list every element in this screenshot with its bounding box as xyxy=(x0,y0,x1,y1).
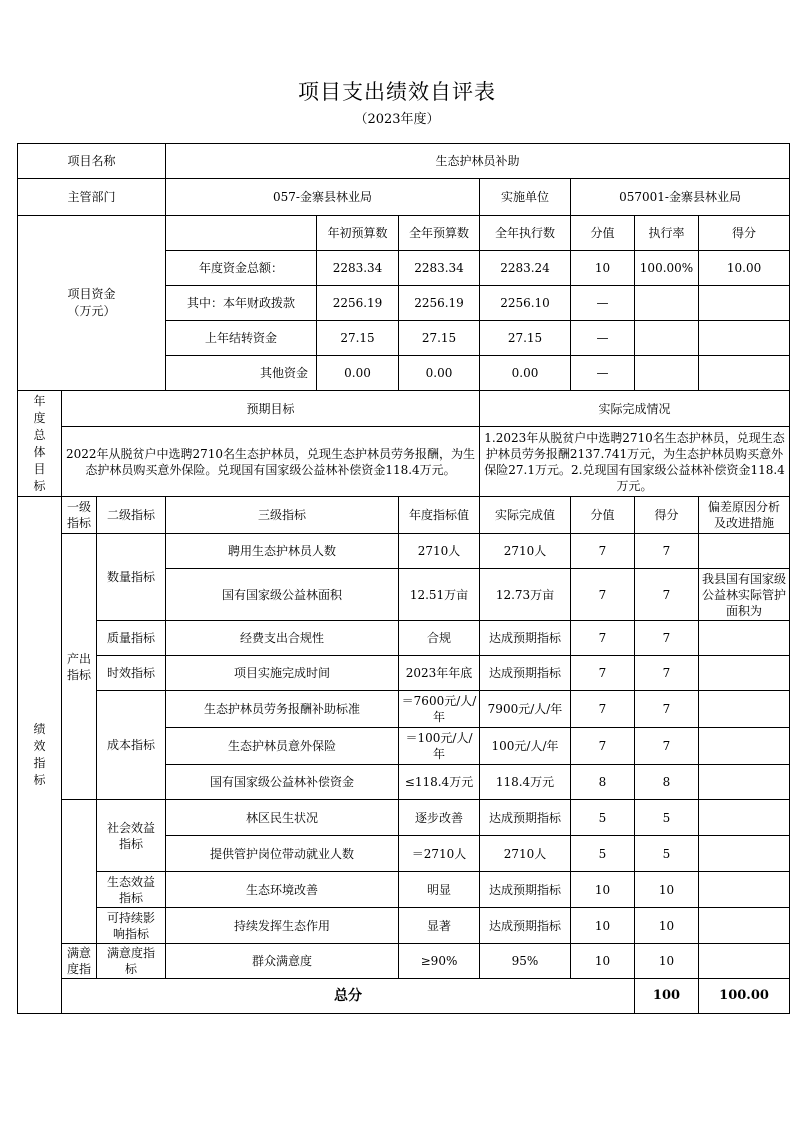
indicator-got: 7 xyxy=(635,691,699,728)
indicator-name: 提供管护岗位带动就业人数 xyxy=(166,836,399,872)
level2-sustainable xyxy=(97,908,166,944)
indicator-target: ≥90% xyxy=(399,944,480,979)
indicator-note xyxy=(699,534,790,569)
funds-row-name: 其他资金 xyxy=(166,356,317,391)
funds-cell: 2283.34 xyxy=(399,251,480,286)
indicator-actual: 达成预期指标 xyxy=(480,872,571,908)
indicator-score: 8 xyxy=(571,765,635,800)
indicator-name: 林区民生状况 xyxy=(166,800,399,836)
indicator-name: 聘用生态护林员人数 xyxy=(166,534,399,569)
indicator-target: ＝2710人 xyxy=(399,836,480,872)
indicator-got: 10 xyxy=(635,944,699,979)
indicator-got: 7 xyxy=(635,656,699,691)
indicator-name: 生态环境改善 xyxy=(166,872,399,908)
indicator-target: 12.51万亩 xyxy=(399,569,480,621)
indicator-got: 10 xyxy=(635,908,699,944)
annual-goals-label xyxy=(18,391,62,497)
funds-cell xyxy=(635,356,699,391)
funds-cell: 2256.19 xyxy=(317,286,399,321)
indicator-score: 10 xyxy=(571,944,635,979)
level2-social xyxy=(97,800,166,872)
level2-cost: 成本指标 xyxy=(97,691,166,800)
level1-satisfaction-text: 满意 度指 xyxy=(66,946,91,976)
funds-cell xyxy=(699,321,790,356)
funds-header-blank xyxy=(166,216,317,251)
funds-header: 全年预算数 xyxy=(399,216,480,251)
actual-completion-header: 实际完成情况 xyxy=(480,391,790,427)
funds-row-name: 其中：本年财政拨款 xyxy=(166,286,317,321)
expected-goal-header: 预期目标 xyxy=(62,391,480,427)
indicator-score: 7 xyxy=(571,728,635,765)
funds-cell: — xyxy=(571,356,635,391)
funds-label xyxy=(18,216,166,391)
funds-cell: — xyxy=(571,321,635,356)
funds-cell: — xyxy=(571,286,635,321)
indicator-actual: 100元/人/年 xyxy=(480,728,571,765)
indicator-target: 2710人 xyxy=(399,534,480,569)
indicator-note xyxy=(699,728,790,765)
indicator-score: 7 xyxy=(571,656,635,691)
indicator-note xyxy=(699,691,790,728)
funds-cell: 2256.19 xyxy=(399,286,480,321)
level2-ecological-text: 生态效益 指标 xyxy=(106,874,155,905)
funds-cell xyxy=(635,286,699,321)
page-subtitle: （2023年度） xyxy=(354,112,440,127)
self-evaluation-table xyxy=(17,143,790,1014)
page-title: 项目支出绩效自评表 xyxy=(298,80,496,104)
indicator-got: 10 xyxy=(635,872,699,908)
indicator-actual: 2710人 xyxy=(480,534,571,569)
indicator-actual: 达成预期指标 xyxy=(480,908,571,944)
perf-header: 分值 xyxy=(571,497,635,534)
level1-satisfaction xyxy=(62,944,97,979)
funds-cell: 2283.34 xyxy=(317,251,399,286)
indicator-target: 明显 xyxy=(399,872,480,908)
indicator-note xyxy=(699,944,790,979)
funds-cell: 27.15 xyxy=(317,321,399,356)
indicator-score: 7 xyxy=(571,691,635,728)
indicator-note xyxy=(699,872,790,908)
indicator-actual: 95% xyxy=(480,944,571,979)
level2-satisfaction xyxy=(97,944,166,979)
indicator-name: 生态护林员劳务报酬补助标准 xyxy=(166,691,399,728)
total-got: 100.00 xyxy=(699,979,790,1014)
dept-label: 主管部门 xyxy=(18,179,166,216)
indicator-actual: 2710人 xyxy=(480,836,571,872)
indicator-target: 逐步改善 xyxy=(399,800,480,836)
indicator-actual: 7900元/人/年 xyxy=(480,691,571,728)
indicator-got: 5 xyxy=(635,800,699,836)
indicator-name: 群众满意度 xyxy=(166,944,399,979)
indicator-score: 5 xyxy=(571,836,635,872)
indicator-note xyxy=(699,836,790,872)
annual-goals-label-text: 年 度 总 体 目 标 xyxy=(33,393,46,493)
indicator-name: 生态护林员意外保险 xyxy=(166,728,399,765)
indicator-got: 7 xyxy=(635,728,699,765)
level1-output xyxy=(62,534,97,800)
funds-row-name: 上年结转资金 xyxy=(166,321,317,356)
indicator-name: 国有国家级公益林面积 xyxy=(166,569,399,621)
perf-header xyxy=(62,497,97,534)
indicator-note xyxy=(699,800,790,836)
indicator-score: 10 xyxy=(571,872,635,908)
funds-header: 得分 xyxy=(699,216,790,251)
indicator-got: 8 xyxy=(635,765,699,800)
funds-header: 全年执行数 xyxy=(480,216,571,251)
indicator-score: 5 xyxy=(571,800,635,836)
level1-benefit xyxy=(62,800,97,944)
funds-row-name: 年度资金总额： xyxy=(166,251,317,286)
indicator-note xyxy=(699,908,790,944)
perf-header-text: 偏差原因分析 及改进措施 xyxy=(708,500,781,530)
project-name-label: 项目名称 xyxy=(18,144,166,179)
indicator-note xyxy=(699,656,790,691)
indicator-got: 7 xyxy=(635,569,699,621)
total-score: 100 xyxy=(635,979,699,1014)
funds-cell: 0.00 xyxy=(399,356,480,391)
indicator-score: 7 xyxy=(571,534,635,569)
level2-quantity: 数量指标 xyxy=(97,534,166,621)
indicator-score: 7 xyxy=(571,621,635,656)
indicator-name: 国有国家级公益林补偿资金 xyxy=(166,765,399,800)
project-name-value: 生态护林员补助 xyxy=(166,144,790,179)
funds-cell xyxy=(699,286,790,321)
indicator-target: ≤118.4万元 xyxy=(399,765,480,800)
indicator-name: 经费支出合规性 xyxy=(166,621,399,656)
level2-social-text: 社会效益 指标 xyxy=(106,820,155,851)
indicator-got: 7 xyxy=(635,621,699,656)
funds-cell: 27.15 xyxy=(399,321,480,356)
total-label: 总分 xyxy=(62,979,635,1014)
perf-header-text: 一级 指标 xyxy=(66,500,91,530)
perf-header: 年度指标值 xyxy=(399,497,480,534)
funds-cell xyxy=(635,321,699,356)
level2-quality: 质量指标 xyxy=(97,621,166,656)
funds-label-text: 项目资金 （万元） xyxy=(67,287,116,318)
funds-header: 分值 xyxy=(571,216,635,251)
funds-cell: 2256.10 xyxy=(480,286,571,321)
indicator-actual: 118.4万元 xyxy=(480,765,571,800)
funds-cell: 2283.24 xyxy=(480,251,571,286)
perf-header: 得分 xyxy=(635,497,699,534)
indicator-target: 2023年年底 xyxy=(399,656,480,691)
perf-header: 三级指标 xyxy=(166,497,399,534)
indicator-actual: 12.73万亩 xyxy=(480,569,571,621)
perf-header: 二级指标 xyxy=(97,497,166,534)
funds-cell: 0.00 xyxy=(480,356,571,391)
actual-completion-text: 1.2023年从脱贫户中选聘2710名生态护林员，兑现生态护林员劳务报酬2137.741万元，为生态护林员购买意外保险27.1万元。2.兑现国有国家级公益林补偿资金118.4万元。 xyxy=(480,427,790,497)
indicator-target: 合规 xyxy=(399,621,480,656)
funds-header: 年初预算数 xyxy=(317,216,399,251)
funds-cell: 10.00 xyxy=(699,251,790,286)
funds-header: 执行率 xyxy=(635,216,699,251)
indicator-note xyxy=(699,765,790,800)
impl-unit-value: 057001-金寨县林业局 xyxy=(571,179,790,216)
level2-ecological xyxy=(97,872,166,908)
level2-timeliness: 时效指标 xyxy=(97,656,166,691)
perf-header: 实际完成值 xyxy=(480,497,571,534)
level2-satisfaction-text: 满意度指 标 xyxy=(106,946,155,976)
expected-goal-text: 2022年从脱贫户中选聘2710名生态护林员，兑现生态护林员劳务报酬，为生态护林员购买意外保险。兑现国有国家级公益林补偿资金118.4万元。 xyxy=(62,427,480,497)
funds-cell: 10 xyxy=(571,251,635,286)
indicator-actual: 达成预期指标 xyxy=(480,800,571,836)
indicator-name: 持续发挥生态作用 xyxy=(166,908,399,944)
level2-sustainable-text: 可持续影 响指标 xyxy=(106,910,155,941)
indicator-score: 7 xyxy=(571,569,635,621)
level1-output-text: 产出 指标 xyxy=(66,651,91,682)
indicator-score: 10 xyxy=(571,908,635,944)
indicator-note xyxy=(699,621,790,656)
funds-cell: 100.00% xyxy=(635,251,699,286)
perf-label xyxy=(18,497,62,1014)
funds-cell: 27.15 xyxy=(480,321,571,356)
indicator-got: 5 xyxy=(635,836,699,872)
funds-cell: 0.00 xyxy=(317,356,399,391)
indicator-name: 项目实施完成时间 xyxy=(166,656,399,691)
indicator-target: ＝100元/人/年 xyxy=(399,728,480,765)
indicator-target: 显著 xyxy=(399,908,480,944)
indicator-actual: 达成预期指标 xyxy=(480,621,571,656)
funds-cell xyxy=(699,356,790,391)
indicator-actual: 达成预期指标 xyxy=(480,656,571,691)
perf-header xyxy=(699,497,790,534)
dept-value: 057-金寨县林业局 xyxy=(166,179,480,216)
indicator-got: 7 xyxy=(635,534,699,569)
indicator-note: 我县国有国家级公益林实际管护面积为 xyxy=(699,569,790,621)
indicator-target: ＝7600元/人/年 xyxy=(399,691,480,728)
impl-unit-label: 实施单位 xyxy=(480,179,571,216)
perf-label-text: 绩 效 指 标 xyxy=(33,722,46,787)
